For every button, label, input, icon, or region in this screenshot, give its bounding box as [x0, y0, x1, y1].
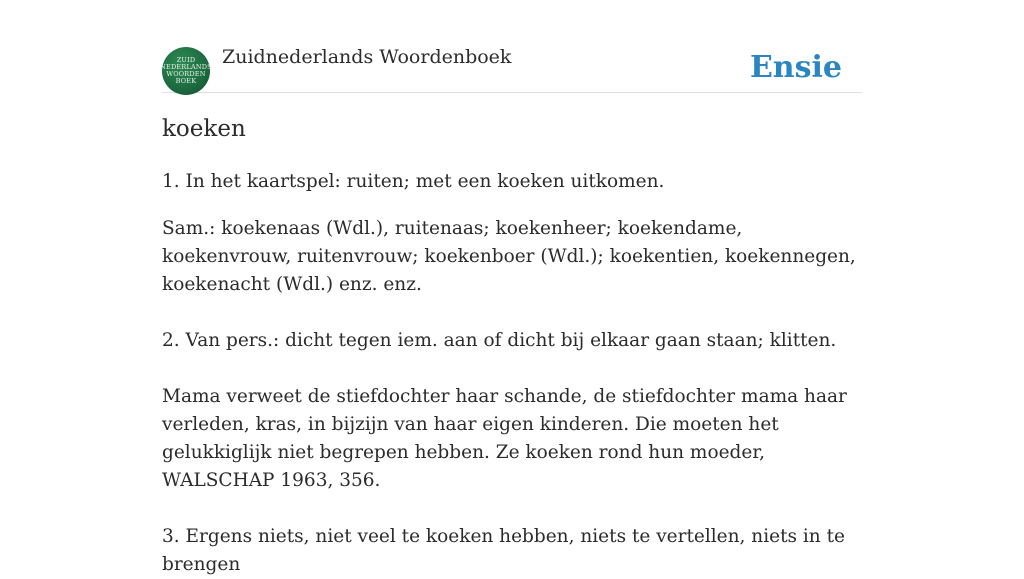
source-title[interactable]: Zuidnederlands Woordenboek: [222, 46, 512, 68]
logo-line: ZUID: [176, 56, 196, 64]
definition-paragraph: Mama verweet de stiefdochter haar schande, de stiefdochter mama haar verleden, kras, in bijzijn van haar eigen kinderen. Die moeten het gelukkiglijk niet begrepen hebben. Ze koeken rond hun moeder, WALSCHAP 1963, 356.: [162, 386, 847, 491]
logo-line: BOEK: [175, 77, 197, 85]
brand-logo[interactable]: Ensie: [749, 50, 842, 85]
definition-paragraph: 2. Van pers.: dicht tegen iem. aan of dicht bij elkaar gaan staan; klitten.: [162, 330, 837, 351]
header: [162, 44, 862, 93]
definition-content: [162, 168, 862, 579]
definition-paragraph: Sam.: koekenaas (Wdl.), ruitenaas; koekenheer; koekendame, koekenvrouw, ruitenvrouw; koekenboer (Wdl.); koekentien, koekennegen, koekenacht (Wdl.) enz. enz.: [162, 218, 856, 295]
definition-paragraph: 1. In het kaartspel: ruiten; met een koeken uitkomen.: [162, 171, 665, 192]
logo-line: WOORDEN: [166, 70, 206, 78]
headword: koeken: [162, 116, 246, 142]
logo-line: NEDERLANDS: [160, 63, 212, 71]
definition-paragraph: 3. Ergens niets, niet veel te koeken hebben, niets te vertellen, niets in te brengen: [162, 526, 845, 575]
dictionary-logo[interactable]: [162, 47, 210, 95]
